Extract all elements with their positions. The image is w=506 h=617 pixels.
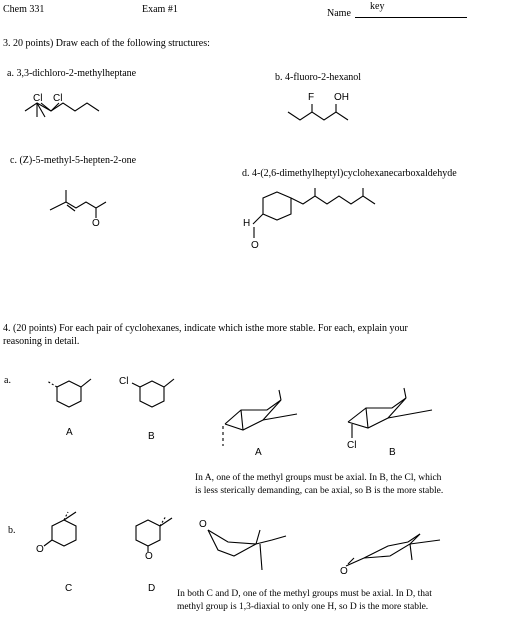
label-A-chair: A	[255, 447, 262, 458]
label-C: C	[65, 583, 73, 594]
ring-D-flat	[128, 510, 188, 570]
atom-o-3d: O	[251, 240, 259, 251]
atom-o-3c: O	[92, 218, 100, 229]
q4-b-marker: b.	[8, 525, 16, 536]
label-B: B	[148, 431, 155, 442]
chair-C	[198, 520, 298, 590]
course-label: Chem 331	[3, 4, 45, 15]
name-label: Name	[327, 8, 351, 19]
q3-b-label: b. 4-fluoro-2-hexanol	[275, 72, 362, 83]
chair-D	[340, 520, 450, 590]
q3-a-label: a. 3,3-dichloro-2-methylheptane	[7, 68, 137, 79]
q4-prompt-line2: reasoning in detail.	[3, 336, 80, 347]
q3-d-label: d. 4-(2,6-dimethylheptyl)cyclohexanecarboxaldehyde	[242, 168, 457, 179]
label-B-chair: B	[389, 447, 396, 458]
answer-b-line2: methyl group is 1,3-diaxial to only one H, so D is the more stable.	[177, 602, 429, 612]
answer-a-line2: is less sterically demanding, can be axial, so B is the more stable.	[195, 486, 444, 496]
name-line	[355, 17, 467, 18]
atom-h-3d: H	[243, 218, 251, 229]
structure-3a	[25, 95, 125, 155]
atom-o-C: O	[36, 544, 44, 555]
atom-cl-2: Cl	[53, 93, 63, 104]
atom-cl-B: Cl	[119, 376, 129, 387]
q4-prompt-line1: 4. (20 points) For each pair of cyclohexanes, indicate which isthe more stable. For each, explain your	[3, 323, 408, 334]
structure-3b	[288, 100, 368, 140]
answer-a-line1: In A, one of the methyl groups must be axial. In B, the Cl, which	[195, 473, 442, 483]
atom-cl-B-chair: Cl	[347, 440, 357, 451]
ring-C-flat	[40, 510, 100, 570]
atom-o-D: O	[145, 551, 153, 562]
q3-c-label: c. (Z)-5-methyl-5-hepten-2-one	[10, 155, 137, 166]
structure-3c	[50, 188, 130, 233]
q4-a-marker: a.	[4, 375, 11, 386]
answer-b-line1: In both C and D, one of the methyl groups must be axial. In D, that	[177, 589, 432, 599]
ring-A-flat	[45, 375, 105, 425]
atom-o-C-chair: O	[199, 519, 207, 530]
atom-f: F	[308, 92, 315, 103]
q3-prompt: 3. 20 points) Draw each of the following structures:	[3, 38, 210, 49]
atom-cl-1: Cl	[33, 93, 43, 104]
atom-oh: OH	[334, 92, 349, 103]
label-A: A	[66, 427, 73, 438]
ring-B-flat	[128, 375, 188, 425]
label-D: D	[148, 583, 156, 594]
name-value: key	[370, 1, 385, 12]
structure-3d	[245, 186, 395, 256]
atom-o-D-chair: O	[340, 566, 348, 577]
exam-label: Exam #1	[142, 4, 178, 15]
